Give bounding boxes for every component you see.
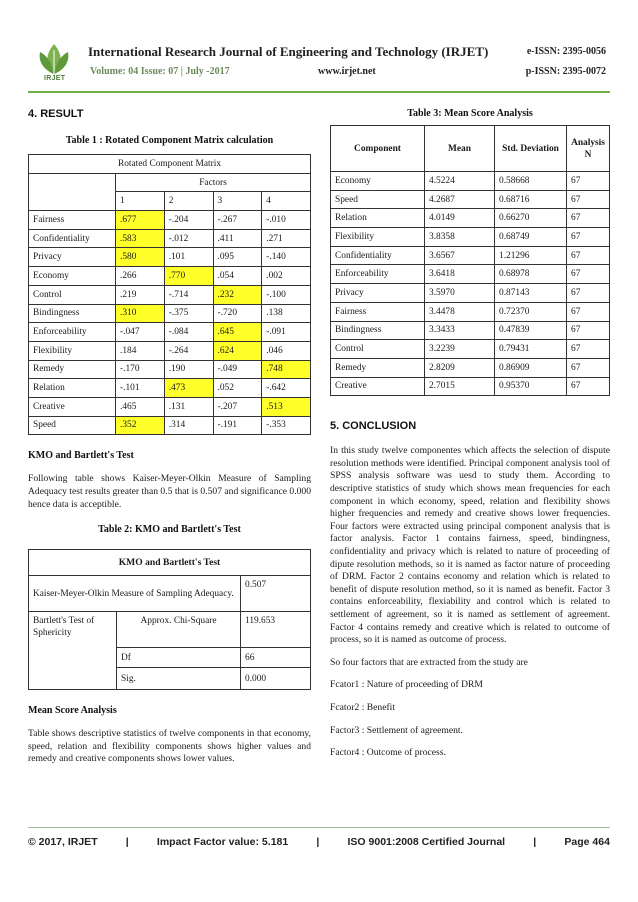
conclusion-heading: 5. CONCLUSION: [330, 420, 417, 433]
loading-value: .748: [262, 360, 311, 379]
kmo-paragraph: Following table shows Kaiser-Meyer-Olkin Measure of Sampling Adequacy test results greater than 0.5 that is 0.507 and significance 0.000 hence data is acceptible.: [28, 473, 311, 510]
table3-cell: 0.58668: [495, 172, 567, 191]
table-row: [29, 323, 311, 342]
loading-value: -.047: [116, 323, 165, 342]
table3-cell: 0.79431: [495, 340, 567, 359]
loading-value: .473: [164, 379, 213, 398]
factor-list: [330, 679, 610, 759]
table3-cell: 3.6567: [425, 246, 495, 265]
loading-value: .138: [262, 304, 311, 323]
table3-cell: 3.3433: [425, 321, 495, 340]
footer-iso: ISO 9001:2008 Certified Journal: [347, 836, 506, 848]
journal-title: International Research Journal of Engineering and Technology (IRJET): [88, 44, 489, 59]
table-row: [331, 340, 610, 359]
table3-cell: 67: [567, 190, 610, 209]
loading-value: -.720: [213, 304, 262, 323]
table3-cell: Creative: [331, 377, 425, 396]
table3-cell: 0.68749: [495, 228, 567, 247]
result-heading: 4. RESULT: [28, 108, 84, 120]
table3-cell: 0.47839: [495, 321, 567, 340]
table3-cell: 0.66270: [495, 209, 567, 228]
footer-copyright: © 2017, IRJET: [28, 836, 98, 848]
loading-value: .465: [116, 397, 165, 416]
df-label: Df: [117, 648, 241, 668]
table-row: [29, 360, 311, 379]
table3-cell: 67: [567, 358, 610, 377]
component-name: Control: [29, 285, 116, 304]
table3-cell: 67: [567, 302, 610, 321]
table-row: [29, 285, 311, 304]
loading-value: .190: [164, 360, 213, 379]
factor-item: Factor3 : Settlement of agreement.: [330, 724, 463, 736]
loading-value: .232: [213, 285, 262, 304]
table-row: [331, 321, 610, 340]
loading-value: .645: [213, 323, 262, 342]
kmo-table: [28, 549, 311, 690]
table3-cell: Privacy: [331, 284, 425, 303]
table3-cell: 0.68978: [495, 265, 567, 284]
table3-header: Analysis N: [567, 126, 610, 172]
loading-value: -.170: [116, 360, 165, 379]
component-name: Remedy: [29, 360, 116, 379]
loading-value: .677: [116, 211, 165, 230]
table-row: [331, 190, 610, 209]
table-row: [331, 265, 610, 284]
page-header: [28, 42, 610, 92]
logo-text: IRJET: [44, 75, 66, 82]
table3-cell: 67: [567, 284, 610, 303]
footer-divider: [28, 827, 610, 828]
component-name: Creative: [29, 397, 116, 416]
loading-value: .002: [262, 267, 311, 286]
component-name: Bindingness: [29, 304, 116, 323]
page-footer: [28, 836, 610, 848]
component-name: Fairness: [29, 211, 116, 230]
loading-value: .046: [262, 341, 311, 360]
loading-value: -.191: [213, 416, 262, 435]
sig-label: Sig.: [117, 668, 241, 690]
eissn: e-ISSN: 2395-0056: [526, 46, 606, 57]
table3-cell: 67: [567, 265, 610, 284]
table3-cell: 0.72370: [495, 302, 567, 321]
table-row: [331, 284, 610, 303]
rotated-component-table: [28, 154, 311, 435]
table3-cell: 0.68716: [495, 190, 567, 209]
loading-value: -.264: [164, 341, 213, 360]
table-row: [29, 248, 311, 267]
table3-cell: Fairness: [331, 302, 425, 321]
table3-cell: 4.0149: [425, 209, 495, 228]
table3-cell: Remedy: [331, 358, 425, 377]
table3-cell: 67: [567, 321, 610, 340]
table3-cell: 67: [567, 377, 610, 396]
table3-cell: 3.5970: [425, 284, 495, 303]
table3-cell: 4.2687: [425, 190, 495, 209]
table1-caption: Table 1 : Rotated Component Matrix calculation: [65, 135, 274, 146]
loading-value: .052: [213, 379, 262, 398]
table3-cell: Control: [331, 340, 425, 359]
mean-score-heading: Mean Score Analysis: [28, 705, 117, 717]
irjet-leaf-icon: [34, 42, 74, 76]
table3-cell: Relation: [331, 209, 425, 228]
table-row: [331, 246, 610, 265]
loading-value: .131: [164, 397, 213, 416]
loading-value: -.084: [164, 323, 213, 342]
table1-corner-cell: [29, 173, 116, 210]
pissn: p-ISSN: 2395-0072: [525, 66, 606, 77]
factors-intro: So four factors that are extracted from the study are: [330, 656, 528, 668]
volume-issue: Volume: 04 Issue: 07 | July -2017: [90, 66, 230, 77]
df-value: 66: [241, 648, 311, 668]
table3-cell: Economy: [331, 172, 425, 191]
footer-separator: |: [125, 836, 129, 848]
table-row: [29, 341, 311, 360]
table3-cell: 2.7015: [425, 377, 495, 396]
table-row: [331, 377, 610, 396]
table-row: [331, 209, 610, 228]
loading-value: .624: [213, 341, 262, 360]
loading-value: .352: [116, 416, 165, 435]
loading-value: .219: [116, 285, 165, 304]
table1-factor-col: 1: [116, 192, 165, 211]
chi-square-value: 119.653: [241, 612, 311, 648]
table1-factor-col: 3: [213, 192, 262, 211]
table3-cell: 3.2239: [425, 340, 495, 359]
component-name: Economy: [29, 267, 116, 286]
loading-value: -.091: [262, 323, 311, 342]
right-column: [330, 108, 610, 760]
irjet-logo: [34, 42, 74, 84]
footer-separator: |: [533, 836, 537, 848]
table3-header: Component: [331, 126, 425, 172]
table3-cell: 67: [567, 246, 610, 265]
table3-cell: 0.86909: [495, 358, 567, 377]
table-row: [331, 358, 610, 377]
table3-caption: Table 3: Mean Score Analysis: [407, 108, 533, 119]
loading-value: .513: [262, 397, 311, 416]
component-name: Confidentiality: [29, 229, 116, 248]
kmo-heading: KMO and Bartlett's Test: [28, 450, 134, 462]
component-name: Relation: [29, 379, 116, 398]
loading-value: .583: [116, 229, 165, 248]
component-name: Speed: [29, 416, 116, 435]
table3-header: Std. Deviation: [495, 126, 567, 172]
loading-value: -.642: [262, 379, 311, 398]
component-name: Enforceability: [29, 323, 116, 342]
loading-value: .310: [116, 304, 165, 323]
component-name: Flexibility: [29, 341, 116, 360]
loading-value: -.049: [213, 360, 262, 379]
table3-cell: 67: [567, 228, 610, 247]
conclusion-paragraph: In this study twelve componentes which affects the selection of dispute resolution methods were identified. Principal component analysis tool of SPSS analysis software was uesd to study them. According to descriptive statistics of study which shows mean frequencies for each component in which economy, speed, relation and flexibility shows higher frequencies and remedy and creative shows lower frequencies. Four factors were extracted using principal component analysis that is factor analysis. Factor 1 contains fairness, speed, bindingness, confidentiality and privacy which is related to nature of proceeding of dipute resolution methods, so it is named as factor nature of proceeding of DRM. Factor 2 contains economy and relation which is related to benefit of dispute resolution method, so it is named as benefit. Factor 3 contains enforceability, flexiability and control which is related to settlement of agreement, so it is named as settlement of agreement. Factor 4 contains remedy and creative which is related to outcome of process, so it is named as outcome of process.: [330, 445, 610, 646]
table3-cell: 67: [567, 340, 610, 359]
loading-value: .095: [213, 248, 262, 267]
loading-value: .101: [164, 248, 213, 267]
loading-value: -.101: [116, 379, 165, 398]
loading-value: .411: [213, 229, 262, 248]
table3-cell: 0.87143: [495, 284, 567, 303]
table3-cell: 0.95370: [495, 377, 567, 396]
loading-value: -.140: [262, 248, 311, 267]
loading-value: -.353: [262, 416, 311, 435]
table3-cell: 3.4478: [425, 302, 495, 321]
bartlett-label: Bartlett's Test of Sphericity: [29, 612, 117, 690]
table3-cell: Confidentiality: [331, 246, 425, 265]
table-row: [29, 379, 311, 398]
kmo-value: 0.507: [241, 576, 311, 612]
kmo-label: Kaiser-Meyer-Olkin Measure of Sampling Adequacy.: [29, 576, 241, 612]
table3-cell: 2.8209: [425, 358, 495, 377]
table1-factor-col: 2: [164, 192, 213, 211]
loading-value: .054: [213, 267, 262, 286]
table-row: [29, 416, 311, 435]
table-row: [29, 229, 311, 248]
factor-item: Fcator2 : Benefit: [330, 701, 396, 713]
loading-value: .184: [116, 341, 165, 360]
loading-value: -.714: [164, 285, 213, 304]
table1-factors-label: Factors: [116, 173, 311, 192]
footer-page-number: Page 464: [564, 836, 610, 848]
mean-score-paragraph: Table shows descriptive statistics of twelve components in that economy, speed, relation and flexibility components shows higher values and remedy and creative components shows lower values.: [28, 728, 311, 765]
factor-item: Fcator1 : Nature of proceeding of DRM: [330, 679, 483, 691]
left-column: [28, 108, 311, 766]
factor-item: Factor4 : Outcome of process.: [330, 747, 446, 759]
chi-square-label: Approx. Chi-Square: [117, 612, 241, 648]
table-row: [331, 172, 610, 191]
component-name: Privacy: [29, 248, 116, 267]
table3-cell: Enforceability: [331, 265, 425, 284]
header-divider: [28, 91, 610, 93]
loading-value: -.375: [164, 304, 213, 323]
loading-value: -.012: [164, 229, 213, 248]
table3-header: Mean: [425, 126, 495, 172]
table1-title: Rotated Component Matrix: [29, 155, 311, 174]
loading-value: .770: [164, 267, 213, 286]
table2-title: KMO and Bartlett's Test: [29, 550, 311, 576]
table2-caption: Table 2: KMO and Bartlett's Test: [98, 524, 241, 536]
table-row: [29, 211, 311, 230]
table3-cell: 3.8358: [425, 228, 495, 247]
table3-cell: Speed: [331, 190, 425, 209]
table3-cell: 67: [567, 209, 610, 228]
footer-impact-factor: Impact Factor value: 5.181: [156, 836, 289, 848]
footer-separator: |: [316, 836, 320, 848]
loading-value: .266: [116, 267, 165, 286]
table-row: [29, 397, 311, 416]
table3-cell: Flexibility: [331, 228, 425, 247]
table-row: [29, 267, 311, 286]
loading-value: -.100: [262, 285, 311, 304]
loading-value: .271: [262, 229, 311, 248]
loading-value: -.010: [262, 211, 311, 230]
loading-value: -.204: [164, 211, 213, 230]
table3-cell: Bindingness: [331, 321, 425, 340]
table3-cell: 3.6418: [425, 265, 495, 284]
mean-score-table: [330, 125, 610, 396]
sig-value: 0.000: [241, 668, 311, 690]
loading-value: .580: [116, 248, 165, 267]
table3-cell: 67: [567, 172, 610, 191]
loading-value: -.267: [213, 211, 262, 230]
table-row: [29, 304, 311, 323]
table-row: [331, 228, 610, 247]
loading-value: -.207: [213, 397, 262, 416]
website-link[interactable]: www.irjet.net: [318, 66, 376, 77]
table1-factor-col: 4: [262, 192, 311, 211]
table-row: [331, 302, 610, 321]
table3-cell: 1.21296: [495, 246, 567, 265]
loading-value: .314: [164, 416, 213, 435]
table3-cell: 4.5224: [425, 172, 495, 191]
